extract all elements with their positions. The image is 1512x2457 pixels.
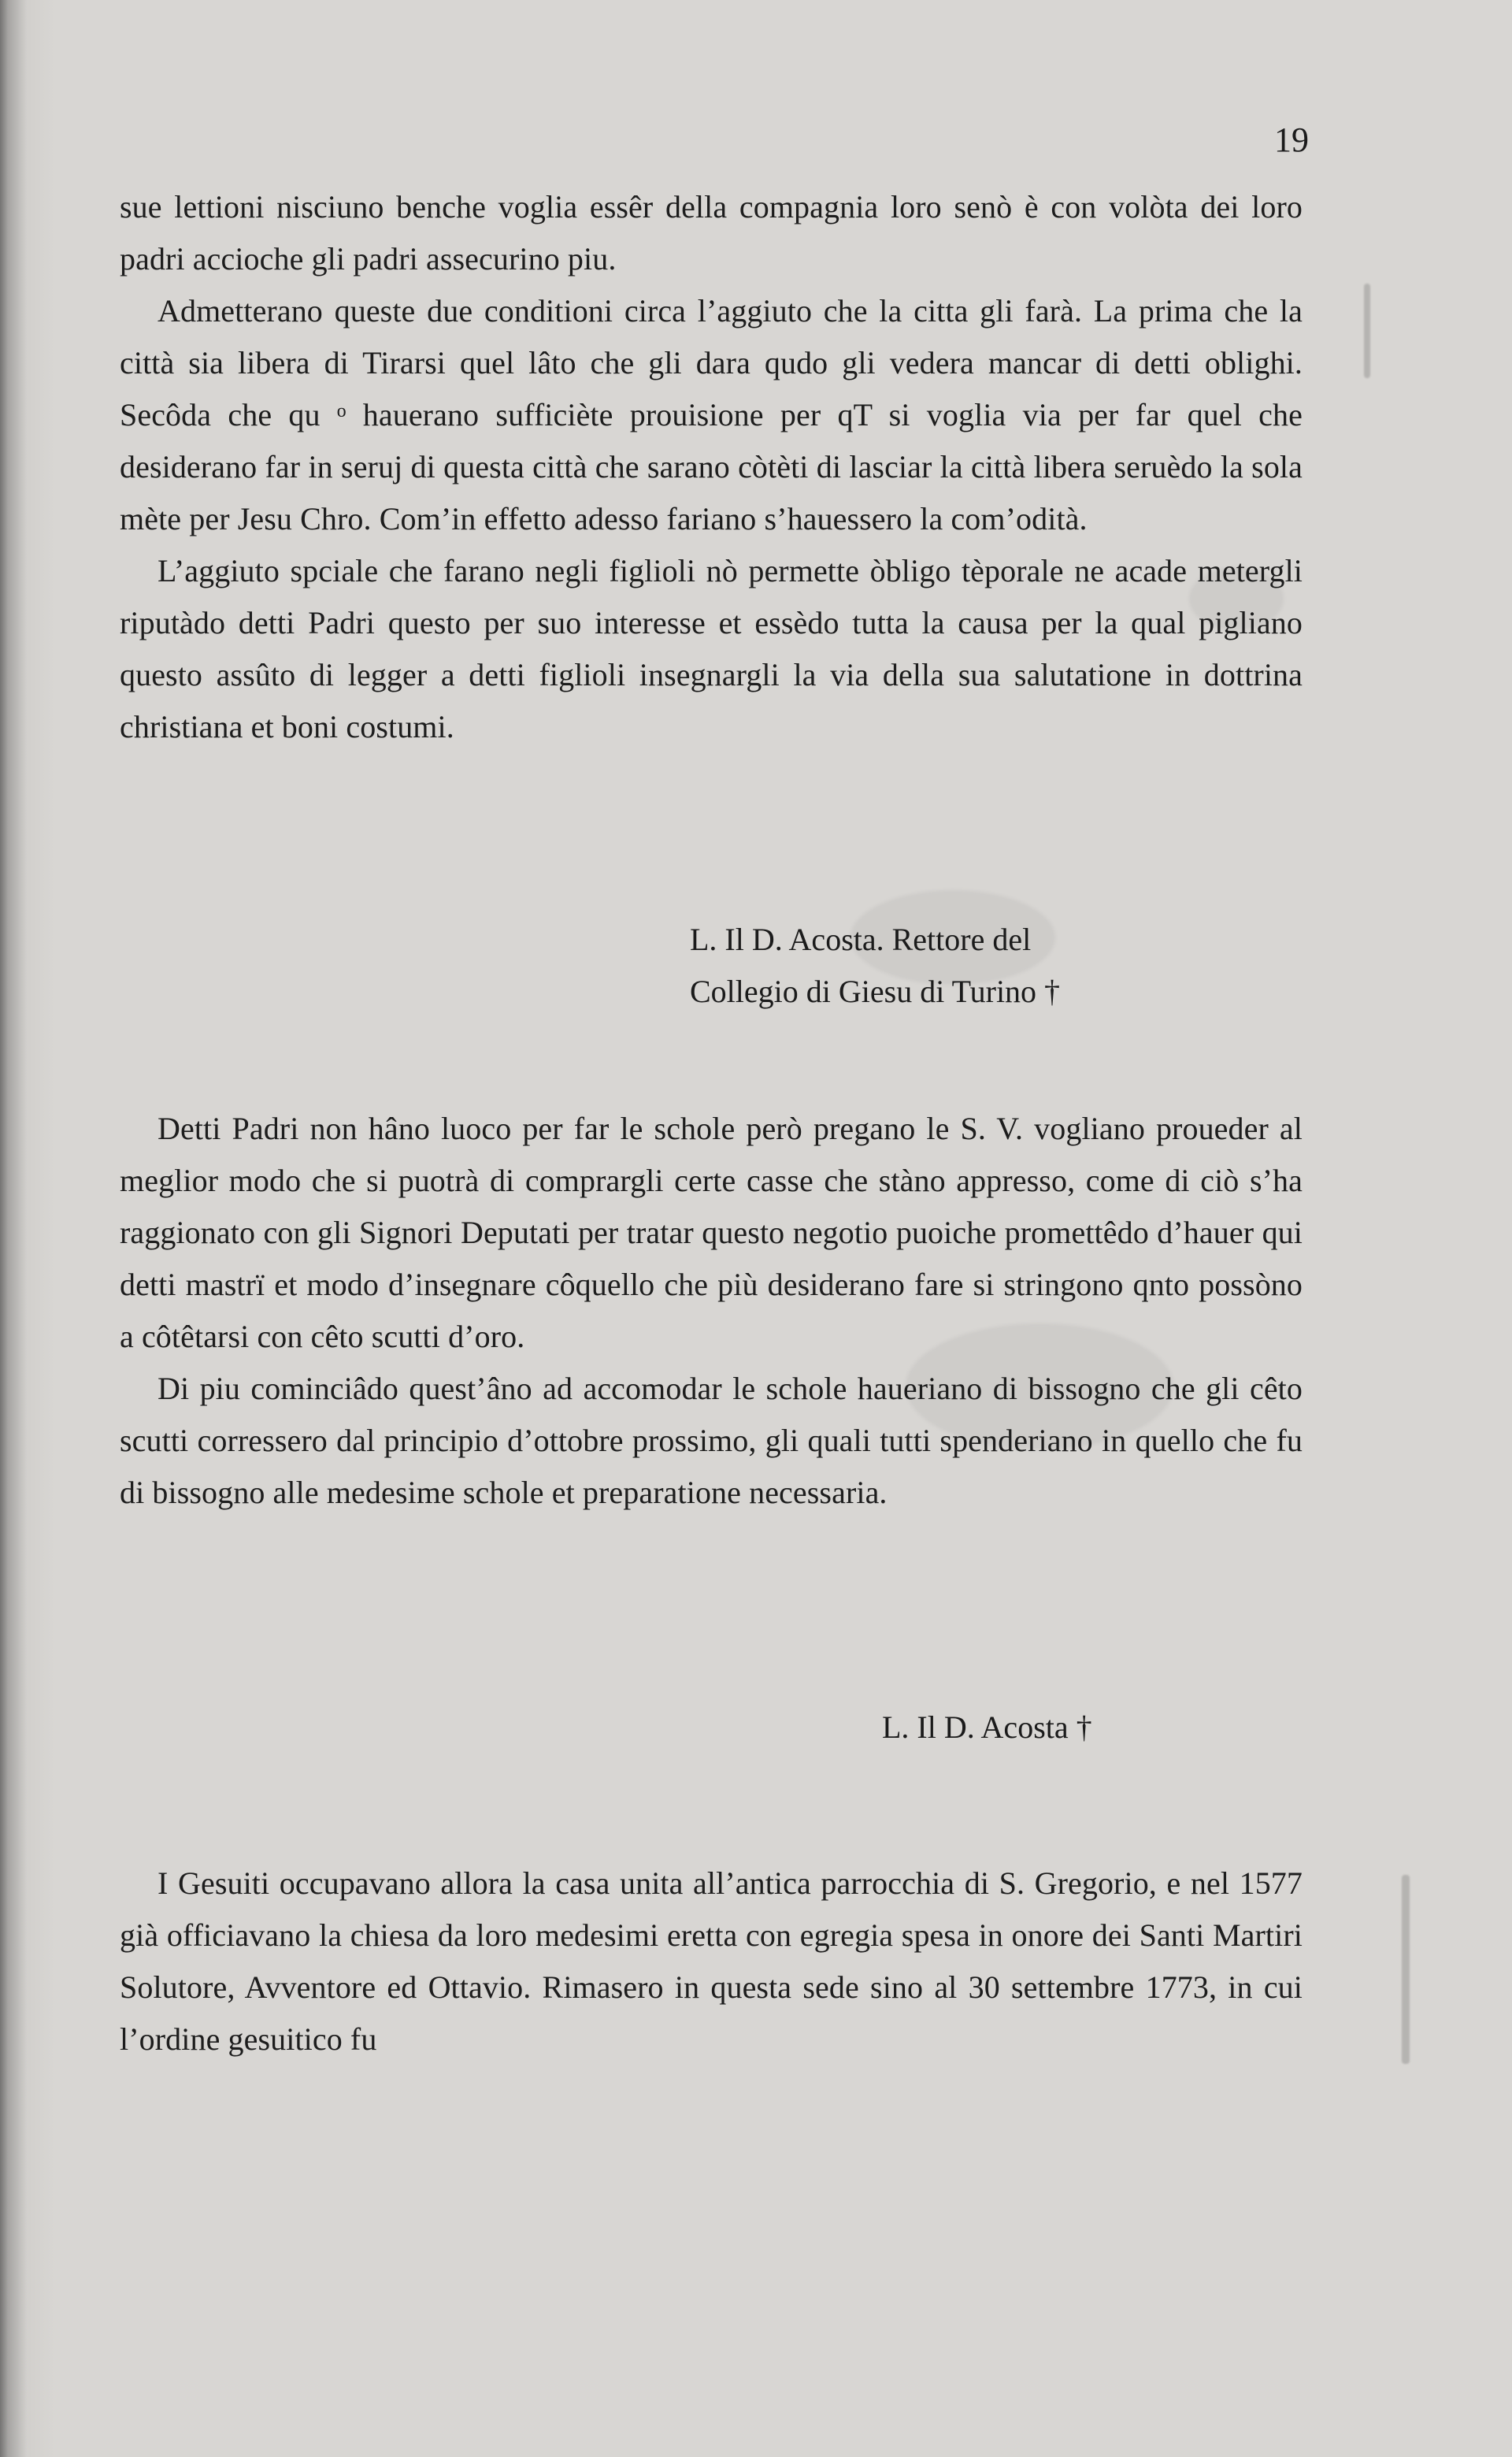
text-block-bottom (120, 1858, 1303, 2065)
paragraph: I Gesuiti occupavano allora la casa unita all’antica parrocchia di S. Gregorio, e nel 1577 già officiavano la chiesa da loro medesimi eretta con egregia spesa in onore dei Santi Martiri Solutore, Avventore ed Ottavio. Rimasero in questa sede sino al 30 settembre 1773, in cui l’ordine gesuitico fu (120, 1865, 1303, 2057)
paragraph: Di piu cominciâdo quest’âno ad accomodar le schole haueriano di bissogno che gli cêto scutti corressero dal principio d’ottobre prossimo, gli quali tutti spenderiano in quello che fu di bissogno alle medesime schole et preparatione necessaria. (120, 1371, 1303, 1510)
text-block-top (120, 181, 1303, 753)
page-number: 19 (1274, 121, 1309, 159)
signature-line: L. Il D. Acosta. Rettore del (690, 922, 1032, 957)
text-block-middle (120, 1103, 1303, 1519)
paragraph: Admetterano queste due conditioni circa l’aggiuto che la citta gli farà. La prima che la città sia libera di Tirarsi quel lâto che gli dara qudo gli vedera mancar di detti oblighi. Secôda che qu ᵒ hauerano sufficiète prouisione per qT si voglia via per far quel che desiderano far in seruj di questa città che sarano còtèti di lasciar la città libera seruèdo la sola mète per Jesu Chro. Com’in effetto adesso fariano s’hauessero la com’odità. (120, 293, 1303, 536)
signature-line: L. Il D. Acosta † (882, 1709, 1092, 1745)
paragraph: Detti Padri non hâno luoco per far le schole però pregano le S. V. vogliano proueder al meglior modo che si puotrà di comprargli certe casse che stàno appresso, come di ciò s’ha raggionato con gli Signori Deputati per tratar questo negotio puoiche promettêdo d’hauer qui detti mastrï et modo d’insegnare côquello che più desiderano fare si stringono qnto possòno a côtêtarsi con cêto scutti d’oro. (120, 1111, 1303, 1354)
signature-block-acosta (882, 1702, 1092, 1754)
page-smudge (1364, 284, 1370, 378)
paragraph: sue lettioni nisciuno benche voglia essêr della compagnia loro senò è con volòta dei loro padri accioche gli padri assecurino piu. (120, 189, 1303, 277)
page-smudge (1402, 1875, 1410, 2064)
paragraph: L’aggiuto spciale che farano negli figlioli nò permette òbligo tèporale ne acade metergli riputàdo detti Padri questo per suo interesse et essèdo tutta la causa per la qual pigliano questo assûto di legger a detti figlioli insegnargli la via della sua salutatione in dottrina christiana et boni costumi. (120, 553, 1303, 744)
signature-line: Collegio di Giesu di Turino † (690, 974, 1061, 1009)
signature-block-rector (690, 914, 1060, 1018)
